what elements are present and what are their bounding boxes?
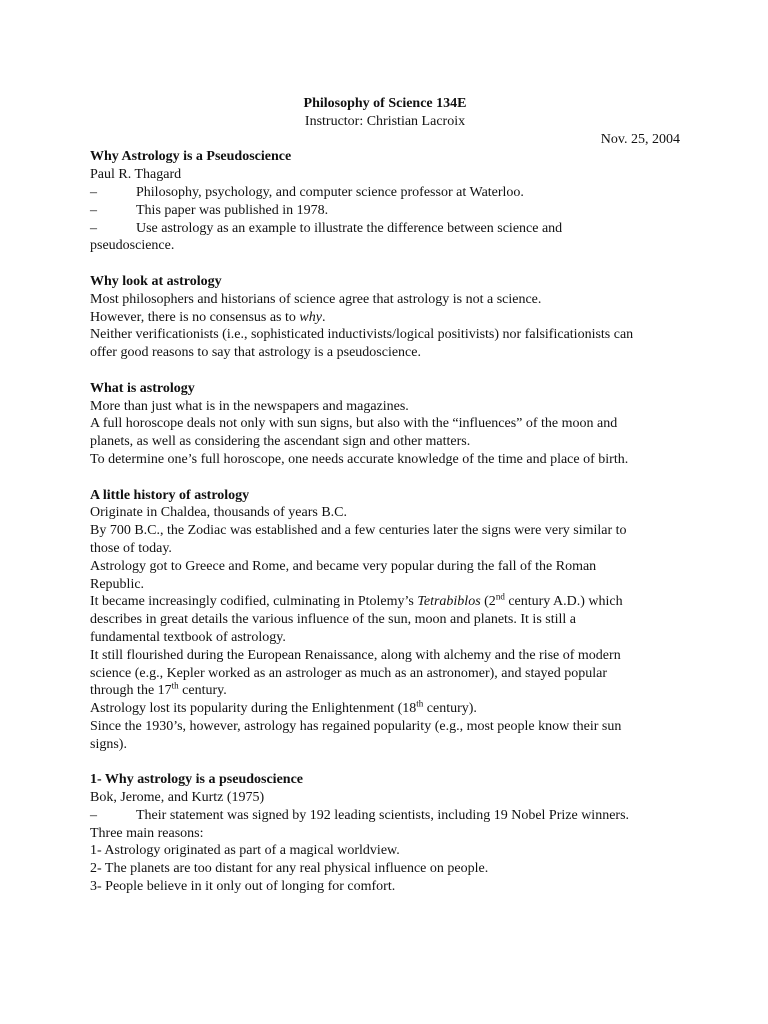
paragraph-line: More than just what is in the newspapers and magazines. [90,398,409,414]
dash-marker: – [90,220,97,236]
document-body [90,95,680,896]
bullet-item [90,202,680,220]
author-line: Paul R. Thagard [90,167,182,183]
paragraph-line: Originate in Chaldea, thousands of years B.C. [90,505,348,521]
citation-line: Bok, Jerome, and Kurtz (1975) [90,790,265,806]
course-title: Philosophy of Science 134E [303,96,467,111]
paragraph-line: Astrology got to Greece and Rome, and became very popular during the fall of the Roman [90,558,597,574]
paragraph-line: signs). [90,736,127,752]
dash-marker: – [90,202,97,218]
paragraph-line: through the 17th century. [90,680,227,699]
bullet-item [90,184,680,202]
bullet-text: Their statement was signed by 192 leading scientists, including 19 Nobel Prize winners. [136,807,630,823]
bullet-item [90,220,680,238]
dash-marker: – [90,184,97,200]
paragraph-line: However, there is no consensus as to why. [90,309,326,325]
bullet-item [90,807,680,825]
paragraph-line: Astrology lost its popularity during the Enlightenment (18th century). [90,698,477,717]
book-title: Tetrabiblos [417,594,481,610]
section-history [90,487,680,754]
paragraph-line: Most philosophers and historians of science agree that astrology is not a science. [90,291,542,307]
paragraph-line: planets, as well as considering the ascendant sign and other matters. [90,434,471,450]
paragraph-line: describes in great details the various influence of the sun, moon and planets. It is still a [90,612,576,628]
section-intro [90,148,680,255]
section-heading: A little history of astrology [90,487,250,503]
section-why-look [90,273,680,362]
paragraph-line: fundamental textbook of astrology. [90,629,286,645]
paragraph-line: science (e.g., Kepler worked as an astrologer as much as an astronomer), and stayed popular [90,665,608,681]
date-line: Nov. 25, 2004 [600,131,680,147]
list-item: 3- People believe in it only out of longing for comfort. [90,879,396,895]
section-heading: 1- Why astrology is a pseudoscience [90,772,303,788]
paragraph-line: It still flourished during the European Renaissance, along with alchemy and the rise of modern [90,647,621,663]
section-heading: What is astrology [90,380,195,396]
section-heading: Why Astrology is a Pseudoscience [90,149,292,165]
list-item: 2- The planets are too distant for any real physical influence on people. [90,861,489,877]
paragraph-line: offer good reasons to say that astrology is a pseudoscience. [90,345,421,361]
paragraph-line: Neither verificationists (i.e., sophisticated inductivists/logical positivists) nor falsificationists can [90,327,634,343]
paragraph-line: A full horoscope deals not only with sun signs, but also with the “influences” of the moon and [90,416,618,432]
paragraph-line: Since the 1930’s, however, astrology has regained popularity (e.g., most people know their sun [90,718,622,734]
paragraph-line: It became increasingly codified, culminating in Ptolemy’s Tetrabiblos (2nd century A.D.) which [90,591,623,610]
emphasis-text: why [299,309,322,325]
bullet-continuation: pseudoscience. [90,238,175,254]
paragraph-line: Republic. [90,576,145,592]
section-what-is [90,380,680,469]
paragraph-line: Three main reasons: [90,825,204,841]
paragraph-line: those of today. [90,540,172,556]
bullet-text: Philosophy, psychology, and computer science professor at Waterloo. [136,184,524,200]
bullet-text: This paper was published in 1978. [136,202,329,218]
section-heading: Why look at astrology [90,273,222,289]
list-item: 1- Astrology originated as part of a magical worldview. [90,843,400,859]
instructor-line: Instructor: Christian Lacroix [304,113,466,129]
bullet-text: Use astrology as an example to illustrate the difference between science and [136,220,563,236]
section-pseudoscience [90,771,680,896]
dash-marker: – [90,807,97,823]
paragraph-line: To determine one’s full horoscope, one needs accurate knowledge of the time and place of birth. [90,451,629,467]
paragraph-line: By 700 B.C., the Zodiac was established and a few centuries later the signs were very similar to [90,523,627,539]
